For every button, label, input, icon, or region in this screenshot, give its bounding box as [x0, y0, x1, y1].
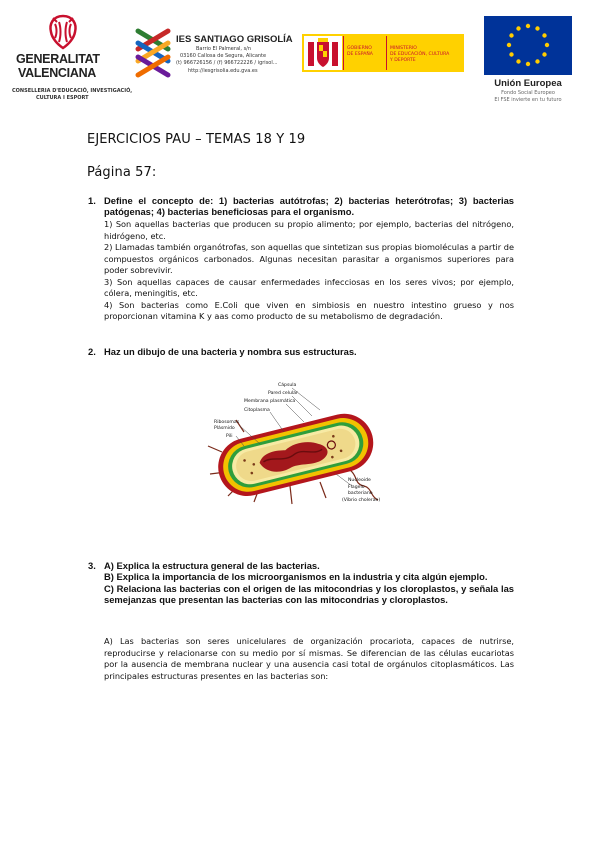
min-line1: MINISTERIO: [390, 46, 417, 51]
label-cytoplasm: Citoplasma: [244, 408, 270, 413]
gva-emblem-icon: [43, 14, 83, 50]
gva-name-line1: GENERALITAT: [16, 52, 100, 66]
label-pili: Pili: [226, 434, 233, 439]
question-number: 2.: [88, 346, 96, 357]
answer-paragraph: 1) Son aquellas bacterias que producen su propio alimento; por ejemplo, bacterias del nitrógeno, hidrógeno, etc.: [104, 219, 514, 241]
eu-label: Unión Europea: [494, 78, 562, 89]
question-part-b: B) Explica la importancia de los microorganismos en la industria y cita algún ejemplo.: [104, 571, 488, 583]
page-label: Página 57:: [87, 165, 157, 180]
answer-paragraph: 4) Son bacterias como E.Coli que viven en simbiosis en nuestro intestino grueso y nos proporcionan vitamina K y aas como producto de su metabolismo de degradación.: [104, 299, 514, 321]
label-ribosomes: Ribosomas: [214, 420, 240, 425]
school-phone: (t) 966726156 / (f) 966722226 / igrisol...: [176, 60, 278, 66]
question-block: [104, 560, 514, 606]
question-text: Define el concepto de: 1) bacterias autótrofas; 2) bacterias heterótrofas; 3) bacterias patógenas; 4) bacterias beneficiosas para el organismo.: [104, 195, 514, 218]
gov-line2: DE ESPAÑA: [347, 52, 373, 57]
label-flagellum-1: Flagelo: [348, 485, 365, 490]
label-cell-wall: Pared celular: [268, 391, 298, 396]
label-flagellum-2: bacteriano: [348, 491, 373, 496]
eu-sub-1: Fondo Social Europeo: [501, 90, 555, 96]
gva-logo: [12, 14, 133, 124]
min-line3: Y DEPORTE: [390, 58, 416, 63]
school-web: http://iesgrisolia.edu.gva.es: [188, 68, 258, 74]
label-capsule: Cápsula: [278, 383, 297, 388]
question-part-c: C) Relaciona las bacterias con el origen de las mitocondrias y los cloroplastos, y señala las semejanzas que presentan las bacterias con las mitocondrias y cloroplastos.: [104, 582, 514, 606]
label-nucleoid: Nucleoide: [348, 478, 371, 483]
school-address-2: 03160 Callosa de Segura, Alicante: [180, 53, 267, 59]
school-address-1: Barrio El Palmeral, s/n: [196, 46, 252, 52]
label-plasmid: Plásmido: [214, 426, 235, 431]
gov-line1: GOBIERNO: [347, 46, 372, 51]
question-number: 1.: [88, 195, 96, 206]
gva-dept-line2: CULTURA I ESPORT: [36, 95, 89, 101]
answer-paragraph: 3) Son aquellas capaces de causar enfermedades infecciosas en los seres vivos; por ejemplo, cólera, meningitis, etc.: [104, 276, 514, 298]
label-membrane: Membrana plasmática: [244, 399, 296, 404]
min-line2: DE EDUCACIÓN, CULTURA: [390, 52, 450, 57]
bacteria-diagram: [200, 374, 390, 514]
school-name: IES SANTIAGO GRISOLÍA: [176, 34, 293, 45]
question-text: Haz un dibujo de una bacteria y nombra sus estructuras.: [104, 346, 357, 357]
answer-paragraph: 2) Llamadas también organótrofas, son aquellas que sintetizan sus propias biomoléculas a partir de compuestos orgánicos carbonados. Algunas necesitan parasitar a organismos superiores para poder sobrevivir.: [104, 242, 514, 275]
spain-shield-icon: [304, 36, 342, 70]
gva-name-line2: VALENCIANA: [18, 66, 97, 80]
page-title: EJERCICIOS PAU – TEMAS 18 Y 19: [87, 132, 306, 147]
answer-block: [104, 219, 514, 323]
ministry-logo: [302, 34, 464, 72]
school-logo-icon: [134, 27, 172, 79]
answer-paragraph: A) Las bacterias son seres unicelulares de organización procariota, capaces de nutrirse, reproducirse y relacionarse con su medio por sí mismas. Se diferencian de las células eucariotas por la ausencia de membrana nuclear y una ausencia casi total de orgánulos citoplasmáticos. Las principales estructuras presentes en las bacterias son:: [104, 636, 514, 681]
question-number: 3.: [88, 560, 96, 571]
question-part-a: A) Explica la estructura general de las bacterias.: [104, 560, 320, 571]
gva-dept-line1: CONSELLERIA D'EDUCACIÓ, INVESTIGACIÓ,: [12, 88, 133, 94]
eu-sub-2: El FSE invierte en tu futuro: [494, 97, 562, 103]
eu-flag-icon: [484, 16, 572, 75]
label-flagellum-3: (Vibrio cholerae): [342, 498, 381, 503]
